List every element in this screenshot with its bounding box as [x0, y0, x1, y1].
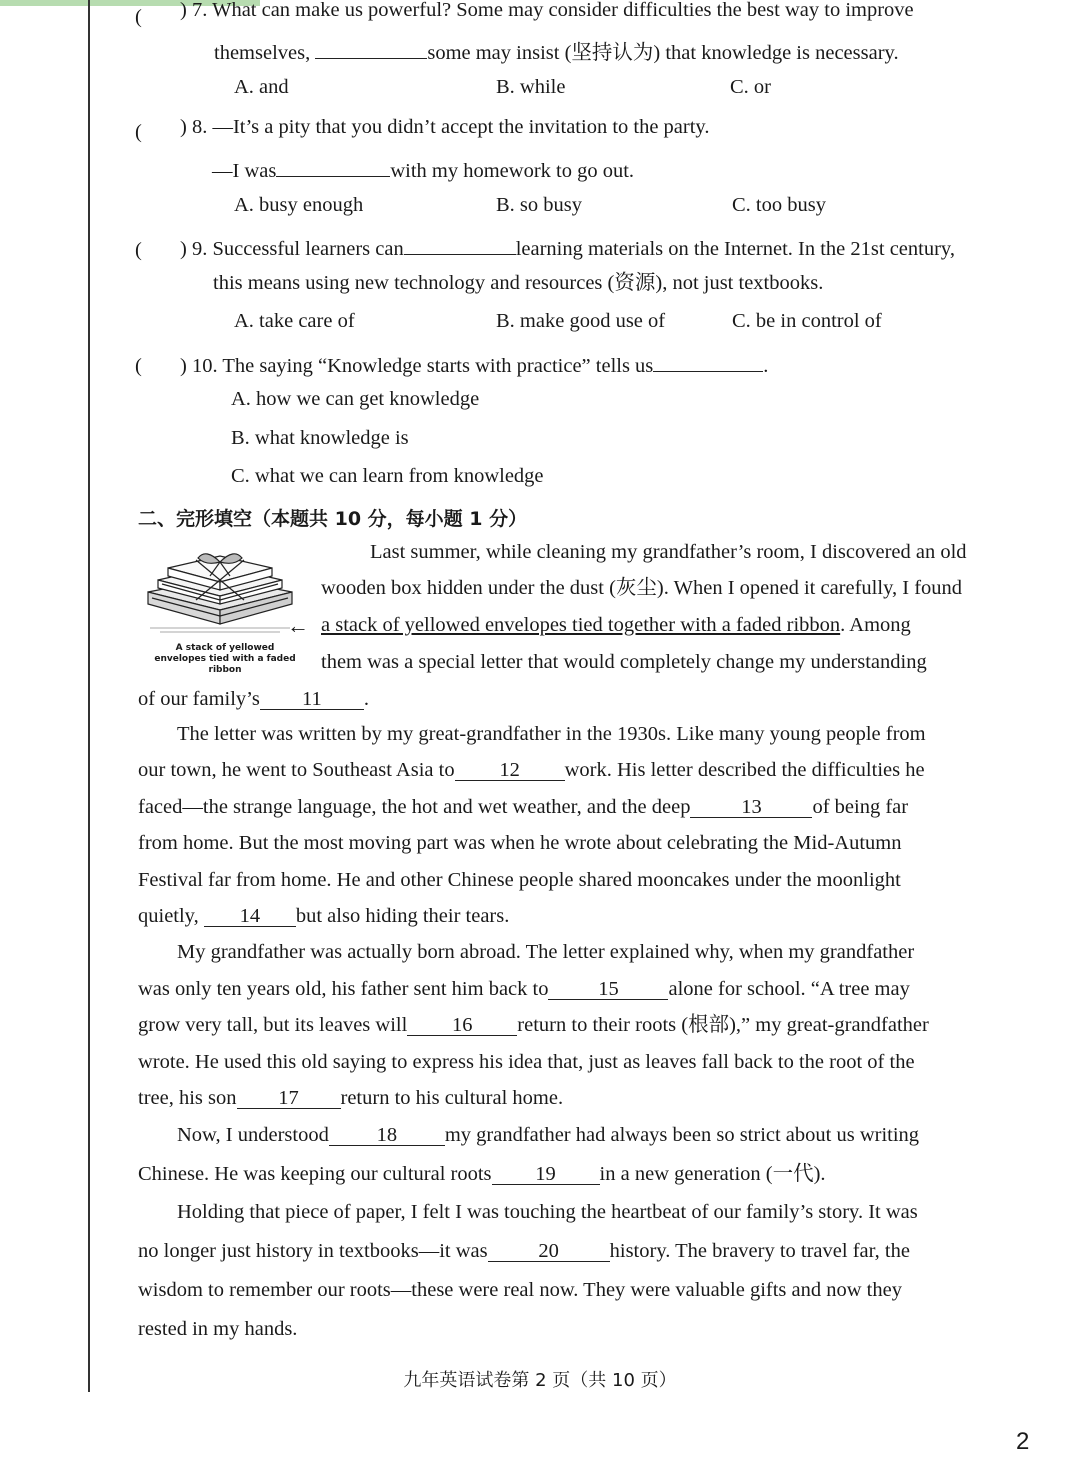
- answer-paren[interactable]: (: [135, 239, 142, 261]
- blank-19[interactable]: 19: [492, 1162, 600, 1185]
- blank-15[interactable]: 15: [548, 977, 668, 1000]
- q10-option-c[interactable]: C. what we can learn from knowledge: [231, 465, 544, 487]
- passage-p2-l2: our town, he went to Southeast Asia to 12 work. His letter described the difficulties he: [138, 759, 925, 781]
- figure-caption: A stack of yellowed envelopes tied with a faded ribbon: [154, 643, 296, 675]
- q9-blank[interactable]: [404, 232, 516, 255]
- passage-p5-l4: rested in my hands.: [138, 1318, 298, 1340]
- answer-paren[interactable]: (: [135, 355, 142, 377]
- q8-option-b[interactable]: B. so busy: [496, 194, 583, 216]
- passage-p1-l2: wooden box hidden under the dust (灰尘). When I opened it carefully, I found: [321, 577, 963, 599]
- q7-line2: themselves, some may insist (坚持认为) that knowledge is necessary.: [214, 36, 899, 65]
- passage-p2-l6: quietly, 14 but also hiding their tears.: [138, 905, 510, 927]
- answer-paren[interactable]: (: [135, 121, 142, 143]
- q7-line1: [180, 0, 914, 22]
- passage-p1-l4: them was a special letter that would completely change my understanding: [321, 651, 927, 673]
- passage-p1-l3: a stack of yellowed envelopes tied together with a faded ribbon. Among: [321, 614, 911, 636]
- passage-p2-l5: Festival far from home. He and other Chinese people shared mooncakes under the moonlight: [138, 869, 901, 891]
- q7-option-c[interactable]: C. or: [730, 76, 771, 98]
- arrow-icon: ←: [287, 613, 309, 638]
- page-footer: 九年英语试卷第 2 页（共 10 页）: [403, 1370, 677, 1391]
- q9-option-b[interactable]: B. make good use of: [496, 310, 666, 332]
- passage-p4-l2: Chinese. He was keeping our cultural roots 19 in a new generation (一代).: [138, 1163, 826, 1185]
- q10-blank[interactable]: [653, 349, 763, 372]
- passage-p4-l1: Now, I understood 18 my grandfather had always been so strict about us writing: [177, 1124, 920, 1146]
- q10-option-a[interactable]: A. how we can get knowledge: [231, 388, 480, 410]
- passage-p5-l3: wisdom to remember our roots—these were real now. They were valuable gifts and now they: [138, 1279, 902, 1301]
- q9-line2: this means using new technology and resources (资源), not just textbooks.: [213, 272, 824, 294]
- passage-p2-l4: from home. But the most moving part was when he wrote about celebrating the Mid-Autumn: [138, 832, 902, 854]
- passage-p3-l3: grow very tall, but its leaves will 16 return to their roots (根部),” my great-grandfather: [138, 1014, 929, 1036]
- underlined-phrase: a stack of yellowed envelopes tied together with a faded ribbon: [321, 614, 841, 636]
- q8-blank[interactable]: [276, 154, 390, 177]
- blank-11[interactable]: 11: [260, 687, 364, 710]
- passage-p2-l3: faced—the strange language, the hot and wet weather, and the deep 13 of being far: [138, 796, 909, 818]
- q8-line2: —I was with my homework to go out.: [212, 154, 634, 183]
- passage-p3-l1: My grandfather was actually born abroad. The letter explained why, when my grandfather: [177, 941, 915, 963]
- q7-option-a[interactable]: A. and: [234, 76, 289, 98]
- blank-13[interactable]: 13: [690, 795, 812, 818]
- passage-p3-l2: was only ten years old, his father sent him back to 15 alone for school. “A tree may: [138, 978, 910, 1000]
- q9-option-c[interactable]: C. be in control of: [732, 310, 882, 332]
- q7-number: ) 7.: [180, 0, 208, 21]
- binding-line: [88, 0, 90, 1392]
- passage-p5-l2: no longer just history in textbooks—it was 20 history. The bravery to travel far, the: [138, 1240, 910, 1262]
- passage-p5-l1: Holding that piece of paper, I felt I was touching the heartbeat of our family’s story. It was: [177, 1201, 918, 1223]
- q9-line1: ) 9. Successful learners can learning materials on the Internet. In the 21st century,: [180, 232, 955, 261]
- blank-12[interactable]: 12: [455, 758, 565, 781]
- passage-p1-l1: Last summer, while cleaning my grandfather’s room, I discovered an old: [370, 541, 967, 563]
- passage-p1-l5: of our family’s 11 .: [138, 688, 369, 710]
- q7-stem: What can make us powerful? Some may consider difficulties the best way to improve: [212, 0, 914, 21]
- blank-14[interactable]: 14: [204, 904, 296, 927]
- q9-option-a[interactable]: A. take care of: [234, 310, 355, 332]
- answer-paren[interactable]: (: [135, 6, 142, 28]
- q10-option-b[interactable]: B. what knowledge is: [231, 427, 409, 449]
- q7-option-b[interactable]: B. while: [496, 76, 566, 98]
- q10-line1: ) 10. The saying “Knowledge starts with practice” tells us .: [180, 349, 768, 378]
- passage-p3-l4: wrote. He used this old saying to express his idea that, just as leaves fall back to the root of the: [138, 1051, 915, 1073]
- envelopes-illustration: [140, 540, 300, 635]
- q7-blank[interactable]: [315, 36, 427, 59]
- q8-option-a[interactable]: A. busy enough: [234, 194, 364, 216]
- blank-18[interactable]: 18: [329, 1123, 445, 1146]
- page-number: 2: [1016, 1428, 1030, 1455]
- section-title: 二、完形填空（本题共 10 分，每小题 1 分）: [138, 508, 528, 530]
- passage-p3-l5: tree, his son 17 return to his cultural home.: [138, 1087, 564, 1109]
- q8-line1: ) 8. —It’s a pity that you didn’t accept the invitation to the party.: [180, 116, 710, 138]
- q8-option-c[interactable]: C. too busy: [732, 194, 826, 216]
- blank-16[interactable]: 16: [407, 1013, 517, 1036]
- passage-p2-l1: The letter was written by my great-grandfather in the 1930s. Like many young people from: [177, 723, 926, 745]
- blank-17[interactable]: 17: [237, 1086, 341, 1109]
- blank-20[interactable]: 20: [488, 1239, 610, 1262]
